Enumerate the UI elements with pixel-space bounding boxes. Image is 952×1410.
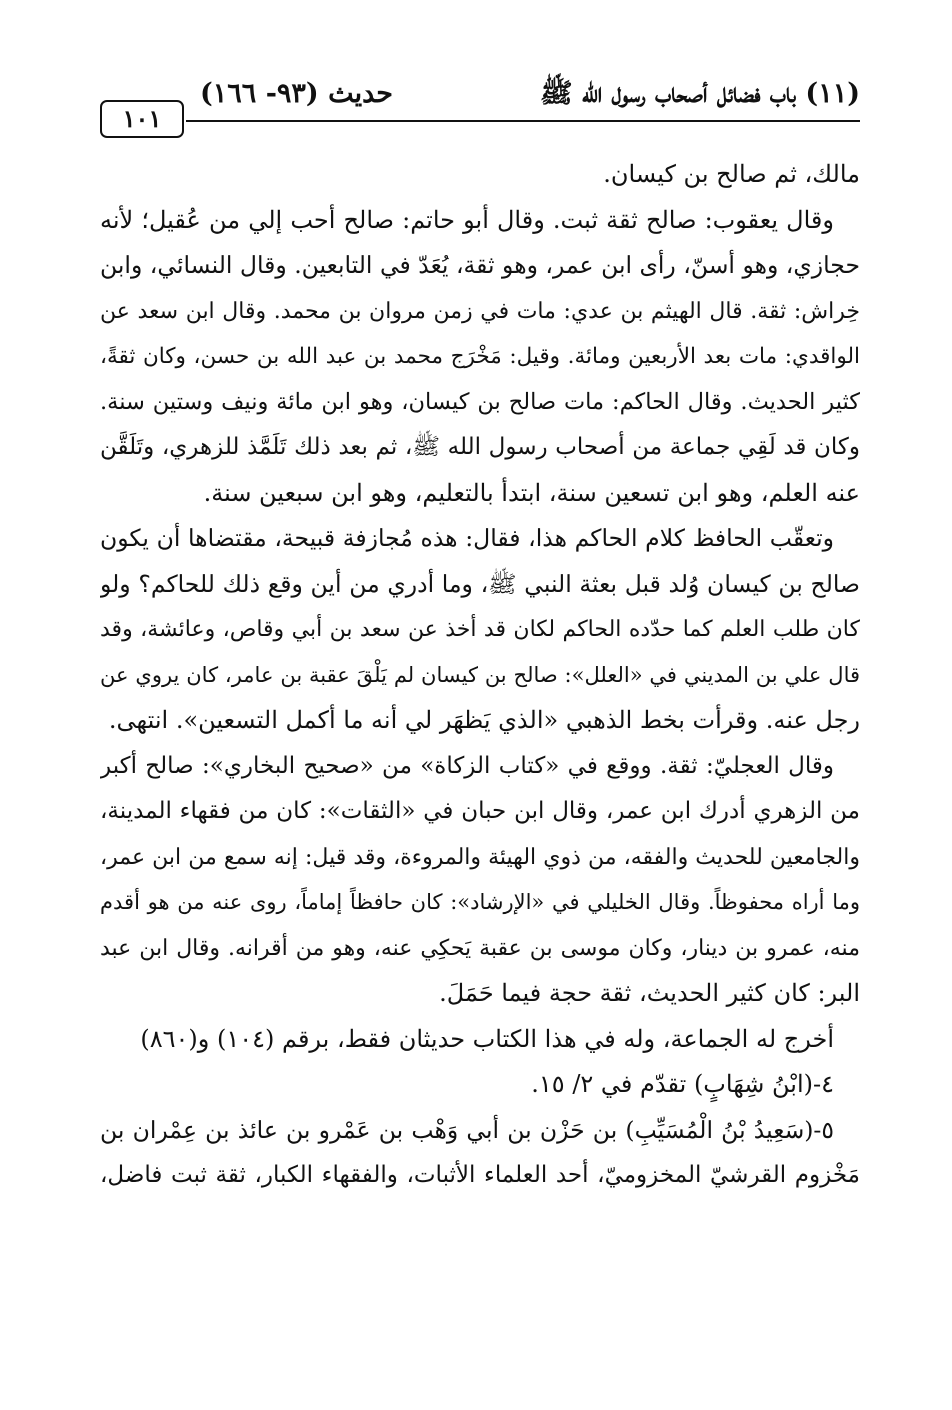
- text-line: الواقدي: مات بعد الأربعين ومائة. وقيل: مَخْرَج محمد بن عبد الله بن حسن، وكان ثقةً،: [100, 344, 860, 369]
- text-line: مالك، ثم صالح بن كيسان.: [603, 160, 860, 188]
- paragraph: [100, 198, 860, 517]
- text-line: وتعقّب الحافظ كلام الحاكم هذا، فقال: هذه مُجازفة قبيحة، مقتضاها أن يكون: [100, 524, 834, 552]
- text-line: قال علي بن المديني في «العلل»: صالح بن كيسان لم يَلْقَ عقبة بن عامر، كان يروي عن: [100, 662, 860, 687]
- text-line: والجامعين للحديث والفقه، من ذوي الهيئة والمروءة، وقد قيل: إنه سمع من ابن عمر،: [100, 844, 860, 870]
- text-line: صالح بن كيسان وُلد قبل بعثة النبي ﷺ، وما أدري من أين وقع ذلك للحاكم؟ ولو: [100, 569, 860, 598]
- text-line: كان طلب العلم كما حدّده الحاكم لكان قد أخذ عن سعد بن أبي وقاص، وعائشة، وقد: [100, 617, 860, 642]
- text-line: ٥-(سَعِيدُ بْنُ الْمُسَيِّبِ) بن حَزْن بن أبي وَهْب بن عَمْرو بن عائذ بن عِمْران بن: [100, 1115, 834, 1144]
- narrator-entry: [100, 1108, 860, 1199]
- text-line: عنه العلم، وهو ابن تسعين سنة، ابتدأ بالتعليم، وهو ابن سبعين سنة.: [203, 478, 860, 507]
- paragraph: [100, 152, 860, 198]
- main-text: [100, 152, 860, 1199]
- narrator-entry: [100, 1062, 860, 1108]
- text-line: وكان قد لَقِي جماعة من أصحاب رسول الله ﷺ، ثم بعد ذلك تَلَمَّذ للزهري، وتَلَقَّن: [100, 434, 860, 460]
- text-line: وقال يعقوب: صالح ثقة ثبت. وقال أبو حاتم: صالح أحب إلي من عُقيل؛ لأنه: [100, 205, 834, 234]
- chapter-title: (١١) باب فضائل أصحاب رسول الله ﷺ: [539, 78, 860, 109]
- page-number-box: ١٠١: [100, 100, 184, 138]
- text-line: البر: كان كثير الحديث، ثقة حجة فيما حَمَلَ.: [439, 979, 860, 1007]
- running-header: [100, 74, 860, 133]
- paragraph: [100, 744, 860, 1017]
- text-line: كثير الحديث. وقال الحاكم: مات صالح بن كيسان، وهو ابن مائة ونيف وستين سنة.: [100, 388, 860, 415]
- text-line: ٤-(ابْنُ شِهَابٍ) تقدّم في ٢/ ١٥.: [531, 1070, 834, 1098]
- paragraph: [100, 516, 860, 744]
- text-line: خِراش: ثقة. قال الهيثم بن عدي: مات في زمن مروان بن محمد. وقال ابن سعد عن: [100, 298, 860, 324]
- text-line: منه، عمرو بن دينار، وكان موسى بن عقبة يَحكِي عنه، وهو من أقرانه. وقال ابن عبد: [100, 935, 860, 961]
- text-line: وقال العجليّ: ثقة. ووقع في «كتاب الزكاة» من «صحيح البخاري»: صالح أكبر: [100, 752, 834, 779]
- text-line: حجازي، وهو أسنّ، رأى ابن عمر، وهو ثقة، يُعَدّ في التابعين. وقال النسائي، وابن: [100, 251, 860, 279]
- text-line: أخرج له الجماعة، وله في هذا الكتاب حديثان فقط، برقم (١٠٤) و(٨٦٠): [140, 1024, 834, 1053]
- text-line: وما أراه محفوظاً. وقال الخليلي في «الإرشاد»: كان حافظاً إماماً، روى عنه من هو أقدم: [100, 890, 860, 914]
- paragraph: [100, 1017, 860, 1063]
- hadith-range: حديث (٩٣- ١٦٦): [200, 78, 393, 109]
- text-line: رجل عنه. وقرأت بخط الذهبي «الذي يَظهَر لي أنه ما أكمل التسعين». انتهى.: [108, 706, 860, 734]
- text-line: من الزهري أدرك ابن عمر، وقال ابن حبان في «الثقات»: كان من فقهاء المدينة،: [100, 798, 860, 824]
- text-line: مَخْزوم القرشيّ المخزوميّ، أحد العلماء الأثبات، والفقهاء الكبار، ثقة ثبت فاضل،: [100, 1162, 860, 1188]
- header-rule: [186, 120, 860, 122]
